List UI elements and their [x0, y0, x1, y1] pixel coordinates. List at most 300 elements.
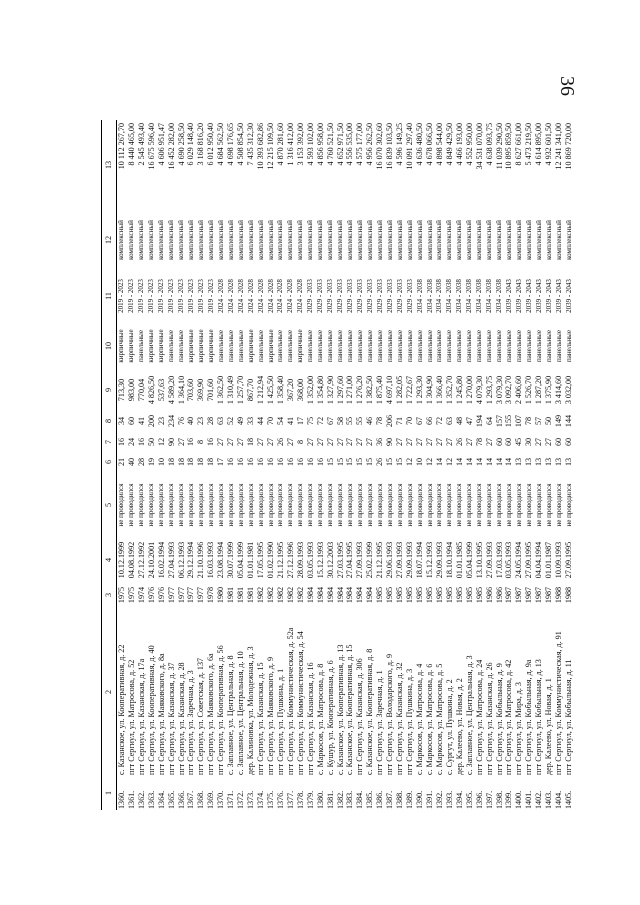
table-cell: панельные [336, 330, 345, 362]
table-cell: панельные [137, 330, 146, 362]
table-row [137, 120, 147, 810]
table-cell: комплексный [544, 220, 553, 260]
table-cell: не проводился [147, 483, 156, 527]
table-cell: комплексный [246, 220, 255, 260]
table-row [475, 120, 485, 810]
table-cell: 13 [544, 457, 554, 467]
table-cell: 6 012 950,40 [206, 123, 216, 166]
table-cell: 1987 [524, 586, 534, 604]
table-cell: 60 [554, 437, 564, 447]
table-cell: комплексный [157, 220, 166, 260]
table-cell: пгт Сергиул, ул. Кобыльная, д. 9а [524, 659, 534, 775]
table-cell: 27 [256, 437, 266, 447]
table-cell: 48 [454, 416, 464, 426]
table-cell: 107 [514, 414, 524, 428]
table-cell: 18.10.1994 [444, 541, 454, 579]
table-cell: 27 [266, 437, 275, 447]
table-cell: 44 [256, 416, 266, 426]
table-cell: 12 215 109,50 [266, 123, 275, 170]
table-cell: 3 153 392,00 [295, 123, 305, 166]
table-cell: комплексный [276, 220, 285, 260]
table-cell: панельные [415, 330, 424, 362]
table-cell: 4 589,20 [166, 375, 176, 405]
table-cell: не проводился [455, 483, 464, 527]
table-cell: 1 310,49 [226, 375, 236, 405]
table-cell: 2024 - 2028 [226, 279, 235, 313]
table-cell: не проводился [485, 483, 494, 527]
table-cell: 71 [395, 416, 405, 426]
table-cell: 1 245,80 [454, 375, 464, 405]
table-cell: 1 366,40 [435, 375, 444, 405]
table-cell: 3 168 816,20 [196, 123, 206, 166]
table-cell: 8 [295, 439, 305, 445]
table-cell: не проводился [246, 483, 255, 527]
table-cell: 1985 [474, 586, 484, 604]
table-cell: 16 [305, 457, 315, 467]
table-cell: 16.03.1993 [206, 541, 216, 579]
table-cell: не проводился [425, 483, 434, 527]
table-cell: 1985 [464, 586, 474, 604]
table-cell: 155 [504, 414, 514, 428]
table-row [435, 120, 445, 810]
table-cell: 13 [514, 457, 524, 467]
table-cell: 2039 - 2043 [514, 279, 523, 313]
table-cell: 10 [415, 457, 425, 467]
table-cell: кирпичные [147, 329, 156, 363]
table-cell: 14 [484, 457, 494, 467]
table-row [445, 120, 455, 810]
table-cell: 27 [395, 437, 405, 447]
table-cell: 8 [196, 439, 206, 445]
table-cell: 29.09.1993 [405, 541, 415, 579]
table-cell: 78 [524, 416, 534, 426]
table-cell: с. Маркосов, ул. Матросова, д. 8 [315, 663, 325, 775]
table-cell: 1362. [136, 790, 146, 809]
table-cell: не проводился [564, 483, 573, 527]
table-cell: 5 473 219,50 [524, 123, 534, 166]
table-cell: 1981 [226, 586, 236, 604]
table-cell: 1364. [156, 790, 166, 809]
table-cell: не проводился [475, 483, 484, 527]
table-cell: 4 508 854,50 [236, 123, 246, 166]
table-cell: 1386. [375, 790, 385, 809]
table-cell: 1372. [236, 790, 246, 809]
table-cell: 1 382,50 [365, 375, 375, 405]
table-row [167, 120, 177, 810]
table-cell: 04.04.1994 [534, 541, 544, 579]
table-cell: 17 [216, 457, 226, 467]
table-cell: с. Маркосов, ул. Матросова, д. 4 [415, 663, 425, 775]
table-row [276, 120, 286, 810]
table-cell: комплексный [495, 220, 504, 260]
table-cell: 64 [484, 416, 494, 426]
table-cell: 26 [454, 437, 464, 447]
table-cell: 28 [206, 416, 216, 426]
table-cell: 2029 - 2033 [346, 279, 355, 313]
table-cell: 1 722,67 [405, 375, 415, 405]
table-cell: 16 [186, 437, 196, 447]
table-cell: 36 [375, 437, 385, 447]
table-cell: комплексный [177, 220, 186, 260]
table-cell: 58 [335, 416, 345, 426]
table-cell: 4 826,50 [146, 375, 156, 405]
table-cell: панельные [316, 330, 325, 362]
table-cell: 14 [504, 457, 514, 467]
table-cell: 16 [236, 457, 246, 467]
table-cell: пгт Сергиул, ул. Советская, д. 137 [196, 657, 206, 775]
table-cell: 27.03.1995 [335, 541, 345, 579]
table-cell: 1974 [136, 586, 146, 604]
table-cell: 1383. [345, 790, 355, 809]
table-cell: 11 039 290,50 [494, 123, 504, 170]
table-cell: 2024 - 2028 [286, 279, 295, 313]
table-cell: комплексный [485, 220, 494, 260]
table-row [405, 120, 415, 810]
table-cell: комплексный [355, 220, 364, 260]
table-cell: 2024 - 2028 [266, 279, 275, 313]
table-cell: 67 [325, 416, 335, 426]
table-cell: 16 [226, 457, 236, 467]
table-cell: 1393. [444, 790, 454, 809]
table-cell: 701,60 [206, 378, 216, 402]
table-cell: 01.01.1985 [454, 541, 464, 579]
table-cell: с. Казанское, ул. Кооперативная, д. 15 [345, 644, 355, 775]
table-cell: комплексный [564, 220, 573, 260]
table-cell: 10 393 682,86 [256, 123, 266, 170]
table-cell: панельные [365, 330, 374, 362]
table-cell: не проводился [196, 483, 205, 527]
table-cell: 28 [136, 457, 146, 467]
table-cell: панельные [455, 330, 464, 362]
table-cell: 15 [335, 457, 345, 467]
table-cell: 1978 [206, 586, 216, 604]
table-cell: 1 257,70 [236, 375, 246, 405]
table-row [346, 120, 356, 810]
table-cell: пгт Сергиул, ул. Мира, д. 3 [514, 682, 524, 775]
table-cell: 18 [166, 457, 176, 467]
table-cell: 1402. [534, 790, 544, 809]
table-cell: панельные [435, 330, 444, 362]
table-cell: 1985 [395, 586, 405, 604]
table-cell: 1981 [236, 586, 246, 604]
table-cell: 01.01.1981 [246, 541, 256, 579]
table-row [147, 120, 157, 810]
table-cell: 66 [425, 416, 434, 426]
table-cell: 234 [166, 414, 176, 428]
table-cell: не проводился [336, 483, 345, 527]
table-cell: 1984 [355, 586, 365, 604]
table-cell: 13 [534, 457, 544, 467]
table-cell: 27.09.1995 [564, 541, 574, 579]
table-cell: не проводился [415, 483, 424, 527]
table-cell: комплексный [296, 220, 305, 260]
table-cell: пгт Сергиул, ул. Матросова, д. 52 [126, 659, 136, 775]
table-cell: 90 [385, 437, 395, 447]
table-cell: 10.09.1993 [554, 541, 564, 579]
table-cell: 16.02.1994 [156, 541, 166, 579]
table-cell: 1 276,20 [355, 375, 365, 405]
table-cell: 34 531 070,00 [474, 123, 484, 170]
table-cell: 4 698 176,65 [226, 123, 236, 166]
table-cell: 2034 - 2038 [495, 279, 504, 313]
table-row [206, 120, 216, 810]
table-row [415, 120, 425, 810]
table-cell: 1388. [395, 790, 405, 809]
table-cell: 1370. [216, 790, 226, 809]
table-cell: с. Казанское, ул. Кооперативная, д. 13 [335, 644, 345, 775]
table-cell: 27 [226, 437, 236, 447]
table-cell: 17 [295, 416, 305, 426]
table-cell: панельные [395, 330, 404, 362]
table-cell: 16 [136, 437, 146, 447]
table-cell: не проводился [495, 483, 504, 527]
table-cell: 537,63 [156, 378, 166, 402]
table-cell: панельные [286, 330, 295, 362]
table-cell: панельные [475, 330, 484, 362]
table-cell: 4 898 544,00 [435, 123, 444, 166]
table-cell: 1400. [514, 790, 524, 809]
table-header-row [102, 120, 117, 810]
table-cell: 30.12.2003 [325, 541, 335, 579]
table-cell: 15 [325, 457, 335, 467]
table-cell: панельные [554, 330, 563, 362]
table-cell: пгт Сергиул, ул. Заречная, д. 3 [186, 670, 196, 775]
table-cell: панельные [385, 330, 394, 362]
table-cell: 367,20 [285, 378, 295, 402]
table-cell: 1379. [305, 790, 315, 809]
table-cell: комплексный [167, 220, 176, 260]
housing-table-container [101, 120, 577, 810]
table-cell: 4 575 177,00 [355, 123, 365, 166]
table-cell: 2034 - 2038 [465, 279, 474, 313]
table-cell: 40 [186, 416, 196, 426]
table-cell: 4 593 102,00 [305, 123, 315, 166]
table-cell: 2024 - 2028 [216, 279, 225, 313]
table-cell: 16 [295, 457, 305, 467]
table-row [187, 120, 197, 810]
table-cell: комплексный [554, 220, 563, 260]
table-cell: не проводился [206, 483, 215, 527]
table-cell: 04.08.1992 [126, 541, 136, 579]
table-cell: не проводился [375, 483, 384, 527]
table-cell: 27 [216, 437, 226, 447]
table-cell: 33 [246, 416, 256, 426]
table-cell: пгт Сергиул, ул. Кобыльная, д. 9 [494, 663, 504, 775]
table-cell: комплексный [475, 220, 484, 260]
table-cell: 27.04.1995 [345, 541, 355, 579]
table-cell: 1371. [226, 790, 236, 809]
table-cell: не проводился [385, 483, 394, 527]
table-cell: с. Кушур, ул. Кооперативная, д. 6 [325, 660, 335, 775]
table-cell: 50 [146, 437, 156, 447]
table-cell: 2 545 493,40 [136, 123, 146, 166]
column-header: 12 [102, 210, 117, 270]
table-cell: 1363. [146, 790, 156, 809]
table-cell: 16 [285, 457, 295, 467]
table-cell: 41 [136, 416, 146, 426]
table-cell: 4 684 562,50 [216, 123, 226, 166]
table-cell: 1987 [504, 586, 514, 604]
table-cell: 14 [464, 457, 474, 467]
table-cell: 16 452 282,00 [166, 123, 176, 170]
table-cell: 4 552 950,00 [464, 123, 474, 166]
table-cell: 72 [315, 416, 325, 426]
table-cell: 63 [444, 416, 454, 426]
table-cell: 29.06.1993 [385, 541, 395, 579]
table-cell: 2019 - 2023 [177, 279, 186, 313]
table-cell: 03.05.1993 [305, 541, 315, 579]
table-cell: 8 440 465,00 [126, 123, 136, 166]
table-cell: 2019 - 2023 [167, 279, 176, 313]
table-cell: пгт Сергиул, ул. Пушкина, д. 1 [276, 668, 285, 775]
table-cell: 1385. [365, 790, 375, 809]
table-cell: 18 [196, 457, 206, 467]
table-cell: с. Заплавное, ул. Центральная, д. 8 [226, 655, 236, 775]
table-cell: кирпичные [246, 329, 255, 363]
table-cell: не проводился [524, 483, 533, 527]
table-cell: 2024 - 2028 [236, 279, 245, 313]
table-cell: 49 [236, 416, 246, 426]
table-cell: не проводился [306, 483, 315, 527]
table-row [296, 120, 306, 810]
table-cell: 15 [395, 457, 405, 467]
table-cell: комплексный [236, 220, 245, 260]
table-cell: комплексный [147, 220, 156, 260]
table-cell: 1985 [425, 586, 434, 604]
table-cell: комплексный [445, 220, 454, 260]
table-cell: 4 932 601,50 [544, 123, 554, 166]
table-cell: с. Казанское, ул. Кооперативная, д. 8 [365, 648, 375, 775]
table-cell: комплексный [306, 220, 315, 260]
table-cell: 29.09.1993 [435, 541, 444, 579]
table-cell: 3 032,00 [564, 375, 574, 405]
table-cell: 27.09.1995 [524, 541, 534, 579]
table-cell: 2019 - 2023 [127, 279, 136, 313]
table-cell: не проводился [117, 483, 126, 527]
table-cell: 72 [435, 416, 444, 426]
column-header: 9 [102, 370, 117, 410]
table-cell: 4 678 066,50 [425, 123, 434, 166]
table-row [544, 120, 554, 810]
table-cell: панельные [375, 330, 384, 362]
table-cell: 2029 - 2033 [365, 279, 374, 313]
table-row [564, 120, 574, 810]
table-cell: с. Маркосов, ул. Матросова, д. 6 [425, 663, 434, 775]
table-cell: комплексный [465, 220, 474, 260]
table-cell: 1 282,05 [395, 375, 405, 405]
table-cell: 16 [116, 437, 126, 447]
table-cell: 46 [365, 416, 375, 426]
table-cell: пгт Сергиул, ул. Казанская, д. 28 [176, 662, 186, 775]
table-cell: 1366. [176, 790, 186, 809]
table-cell: 15.12.1993 [315, 541, 325, 579]
table-cell: не проводился [177, 483, 186, 527]
table-cell: 10 091 297,40 [405, 123, 415, 170]
table-cell: 27 [315, 437, 325, 447]
table-cell: 14 [454, 457, 464, 467]
table-cell: 17.05.1995 [256, 541, 266, 579]
table-row [554, 120, 564, 810]
table-cell: 1984 [365, 586, 375, 604]
table-cell: 29.12.1994 [186, 541, 196, 579]
table-cell: 1392. [435, 790, 444, 809]
table-row [197, 120, 207, 810]
table-cell: 1387. [385, 790, 395, 809]
table-cell: 16 675 596,40 [146, 123, 156, 170]
table-cell: 40 [126, 457, 136, 467]
table-cell: 15 [355, 457, 365, 467]
table-cell: 1981 [246, 586, 256, 604]
table-row [495, 120, 505, 810]
table-cell: не проводился [226, 483, 235, 527]
table-cell: не проводился [266, 483, 275, 527]
table-cell: 4 870 281,60 [276, 123, 285, 166]
table-row [266, 120, 276, 810]
table-row [395, 120, 405, 810]
table-cell: не проводился [276, 483, 285, 527]
table-cell: 1 358,40 [276, 375, 285, 405]
table-cell: 16 [256, 457, 266, 467]
table-cell: 25.02.1999 [365, 541, 375, 579]
table-cell: 1987 [544, 586, 554, 604]
table-cell: панельные [306, 330, 315, 362]
table-cell: 12 [156, 437, 166, 447]
table-cell: не проводился [395, 483, 404, 527]
table-cell: 16 070 302,60 [375, 123, 385, 170]
table-row [216, 120, 226, 810]
table-cell: дер. Калеево, ул. Новая, д. 1 [544, 678, 554, 775]
table-cell: 78 [474, 437, 484, 447]
table-row [117, 120, 127, 810]
table-cell: 2029 - 2033 [336, 279, 345, 313]
table-cell: 18.07.1994 [415, 541, 425, 579]
table-row [485, 120, 495, 810]
table-row [356, 120, 366, 810]
table-cell: 30.07.1999 [226, 541, 236, 579]
table-cell: 1 875,40 [375, 375, 385, 405]
table-cell: 1984 [305, 586, 315, 604]
table-cell: комплексный [375, 220, 384, 260]
table-cell: 16 [206, 437, 216, 447]
table-cell: кирпичные [206, 329, 215, 363]
table-cell: 05.04.1999 [464, 541, 474, 579]
table-cell: 3 414,60 [554, 375, 564, 405]
table-cell: 2029 - 2033 [385, 279, 394, 313]
table-cell: 2019 - 2023 [196, 279, 205, 313]
table-cell: 26 [375, 457, 385, 467]
table-cell: 2034 - 2038 [425, 279, 434, 313]
table-cell: 18 [246, 437, 256, 447]
table-cell: комплексный [266, 220, 275, 260]
table-cell: 1 425,50 [266, 375, 275, 405]
table-cell: комплексный [415, 220, 424, 260]
table-cell: не проводился [157, 483, 166, 527]
table-cell: 1985 [385, 586, 395, 604]
table-cell: 14 [435, 457, 444, 467]
table-cell: 30 [524, 437, 534, 447]
table-cell: кирпичные [127, 329, 136, 363]
table-cell: 1977 [186, 586, 196, 604]
table-cell: 194 [474, 414, 484, 428]
table-cell: 27.12.1992 [136, 541, 146, 579]
table-cell: не проводился [355, 483, 364, 527]
table-cell: пгт Сергиул, ул. Маяковского, д. 9 [266, 657, 275, 775]
table-cell: 1 271,00 [345, 375, 355, 405]
table-row [524, 120, 534, 810]
table-cell: 15 [345, 457, 355, 467]
table-cell: с. Сургут, ул. Пушкина, д. 2 [444, 679, 454, 775]
table-cell: 2039 - 2043 [544, 279, 553, 313]
